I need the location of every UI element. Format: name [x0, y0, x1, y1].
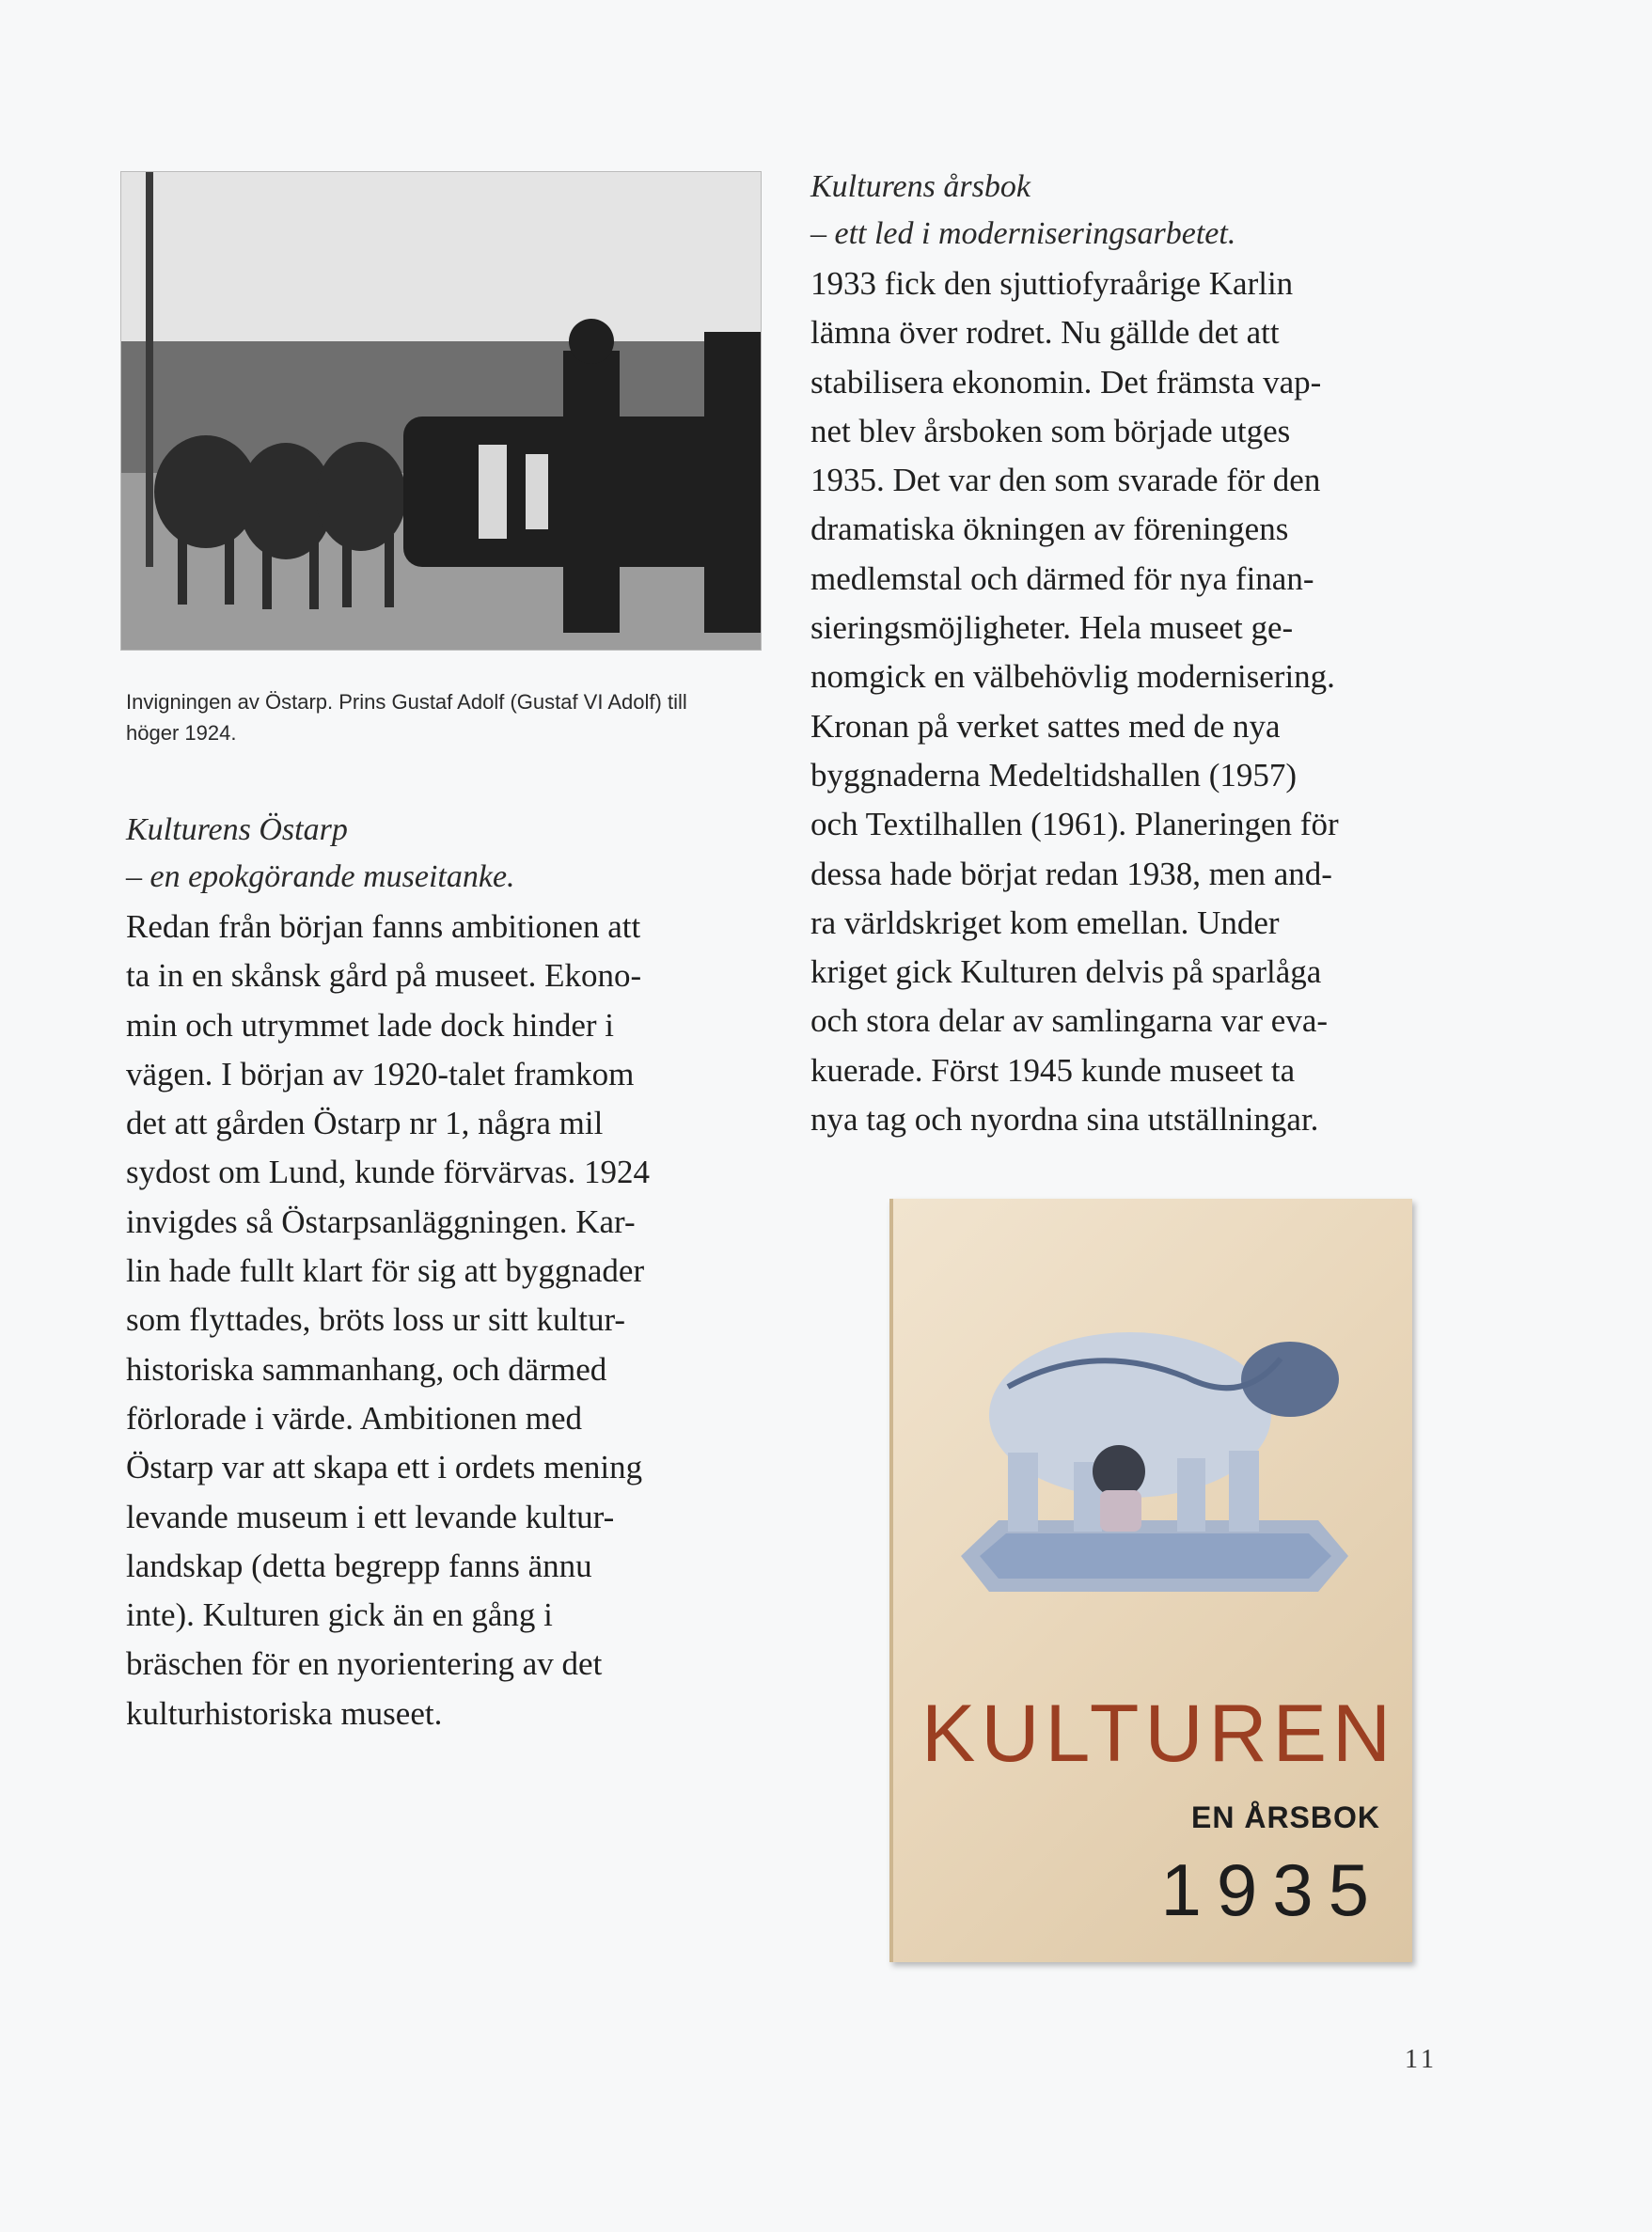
body-line: sieringsmöjligheter. Hela museet ge-	[810, 609, 1294, 647]
yearbook-section-body	[810, 259, 1339, 1144]
body-line: förlorade i värde. Ambitionen med	[126, 1399, 582, 1437]
inauguration-photo	[120, 171, 762, 651]
body-line: byggnaderna Medeltidshallen (1957)	[810, 756, 1298, 794]
body-line: sydost om Lund, kunde förvärvas. 1924	[126, 1154, 651, 1191]
body-line: kulturhistoriska museet.	[126, 1694, 443, 1732]
body-line: stabilisera ekonomin. Det främsta vap-	[810, 363, 1322, 401]
photo-caption: Invigningen av Östarp. Prins Gustaf Adolf (Gustaf VI Adolf) till höger 1924.	[126, 690, 687, 745]
body-line: bräschen för en nyorientering av det	[126, 1645, 603, 1683]
ostarp-section-body	[126, 903, 650, 1738]
body-line: som flyttades, bröts loss ur sitt kultur-	[126, 1301, 626, 1339]
body-line: ta in en skånsk gård på museet. Ekono-	[126, 957, 642, 995]
body-line: nya tag och nyordna sina utställningar.	[810, 1101, 1319, 1139]
book-title: KULTUREN	[921, 1689, 1397, 1779]
book-year: 1935	[1160, 1848, 1384, 1931]
body-line: 1935. Det var den som svarade för den	[810, 462, 1321, 499]
body-line: dramatiska ökningen av föreningens	[810, 511, 1289, 548]
body-line: lämna över rodret. Nu gällde det att	[810, 314, 1280, 352]
body-line: 1933 fick den sjuttiofyraårige Karlin	[810, 265, 1294, 302]
body-line: ra världskriget kom emellan. Under	[810, 904, 1280, 941]
heading-line: – en epokgörande museitanke.	[126, 859, 515, 894]
body-line: det att gården Östarp nr 1, några mil	[126, 1105, 604, 1142]
body-line: medlemstal och därmed för nya finan-	[810, 559, 1314, 597]
book-subtitle: EN ÅRSBOK	[1190, 1800, 1380, 1834]
page-number: 11	[1405, 2045, 1438, 2074]
heading-line: – ett led i moderniseringsarbetet.	[810, 216, 1236, 251]
body-line: lin hade fullt klart för sig att byggnader	[126, 1252, 645, 1290]
body-line: Redan från början fanns ambitionen att	[126, 908, 641, 945]
body-line: levande museum i ett levande kultur-	[126, 1498, 615, 1535]
body-line: invigdes så Östarpsanläggningen. Kar-	[126, 1202, 636, 1240]
cow-figurine-illustration	[942, 1274, 1356, 1612]
body-line: vägen. I början av 1920-talet framkom	[126, 1055, 635, 1092]
body-line: och Textilhallen (1961). Planeringen för	[810, 806, 1339, 843]
body-line: inte). Kulturen gick än en gång i	[126, 1596, 553, 1634]
body-line: min och utrymmet lade dock hinder i	[126, 1006, 615, 1044]
body-line: och stora delar av samlingarna var eva-	[810, 1002, 1329, 1040]
yearbook-cover	[889, 1199, 1412, 1962]
body-line: nomgick en välbehövlig modernisering.	[810, 658, 1335, 696]
body-line: Kronan på verket sattes med de nya	[810, 707, 1281, 745]
ostarp-section-heading	[126, 807, 515, 901]
heading-line: Kulturens Östarp	[126, 812, 348, 847]
body-line: dessa hade börjat redan 1938, men and-	[810, 855, 1332, 892]
body-line: kuerade. Först 1945 kunde museet ta	[810, 1051, 1296, 1089]
body-line: kriget gick Kulturen delvis på sparlåga	[810, 953, 1322, 991]
heading-line: Kulturens årsbok	[810, 169, 1031, 204]
body-line: net blev årsboken som började utges	[810, 412, 1291, 449]
body-line: Östarp var att skapa ett i ordets mening	[126, 1449, 643, 1486]
body-line: landskap (detta begrepp fanns ännu	[126, 1547, 592, 1584]
body-line: historiska sammanhang, och därmed	[126, 1350, 607, 1388]
yearbook-section-heading	[810, 164, 1235, 258]
